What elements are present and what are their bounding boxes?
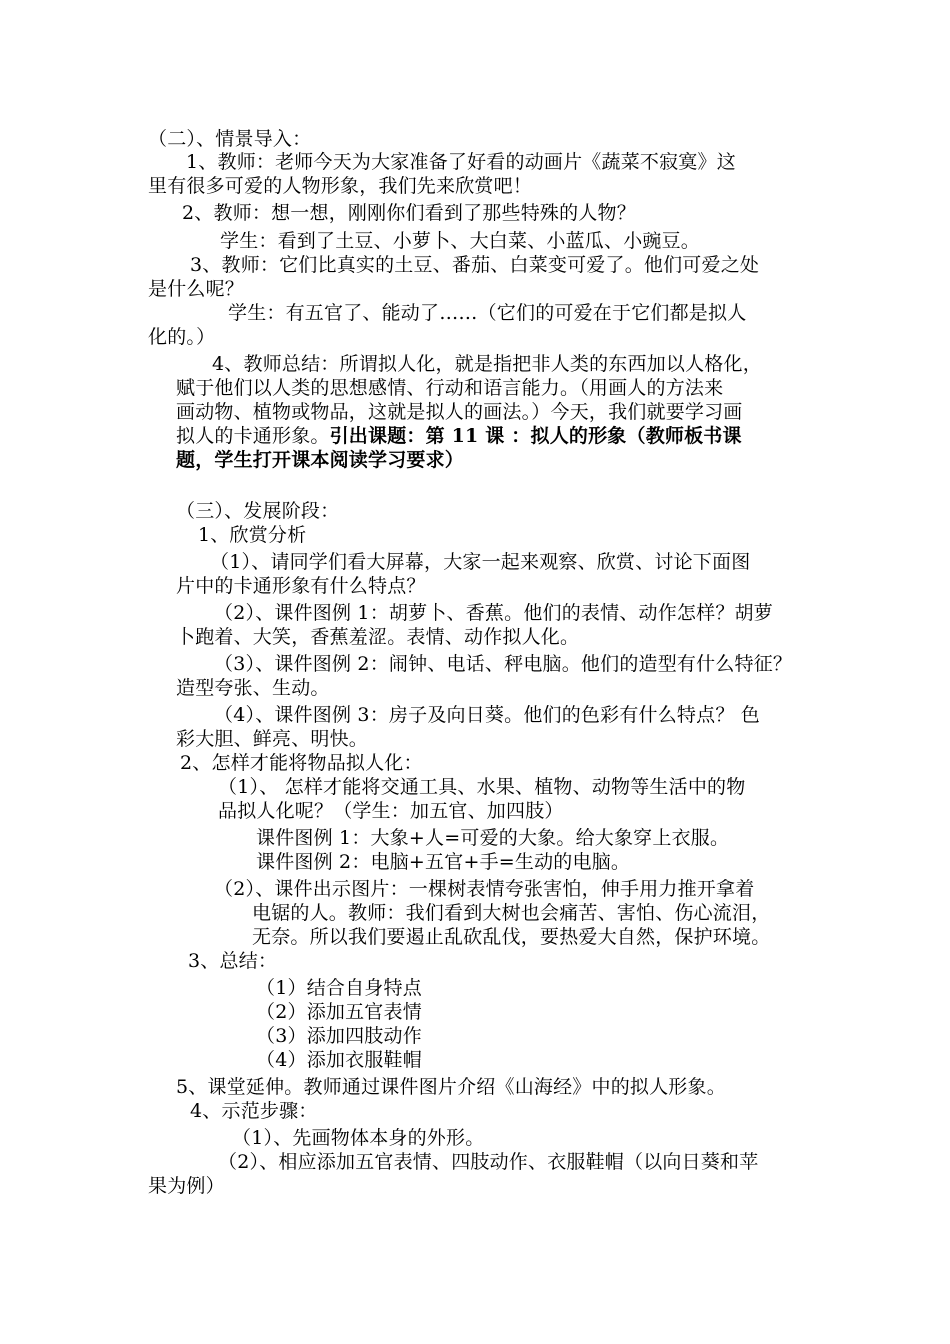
paragraph-line: 化的。） xyxy=(148,326,216,348)
paragraph-line: 学生：有五官了、能动了……（它们的可爱在于它们都是拟人 xyxy=(228,302,747,324)
paragraph-line: （2）、相应添加五官表情、四肢动作、衣服鞋帽（以向日葵和苹 xyxy=(218,1151,759,1173)
paragraph-line: 1、教师：老师今天为大家准备了好看的动画片《蔬菜不寂寞》这 xyxy=(186,151,736,173)
section-heading-development: （三）、发展阶段： xyxy=(176,500,340,522)
paragraph-text: 拟人的卡通形象。 xyxy=(176,425,330,447)
section-heading-scenario: （二）、情景导入： xyxy=(148,128,312,150)
paragraph-line: 彩大胆、鲜亮、明快。 xyxy=(176,728,369,750)
paragraph-line xyxy=(176,424,742,448)
paragraph-line: 课件图例 2：电脑+五官+手=生动的电脑。 xyxy=(256,851,631,873)
paragraph-line: 品拟人化呢？（学生：加五官、加四肢） xyxy=(218,800,564,822)
paragraph-line: 造型夸张、生动。 xyxy=(176,677,330,699)
paragraph-line: （2）、课件出示图片：一棵树表情夸张害怕，伸手用力推开拿着 xyxy=(214,878,755,900)
paragraph-line: 学生：看到了土豆、小萝卜、大白菜、小蓝瓜、小豌豆。 xyxy=(220,230,701,252)
list-item: （4）添加衣服鞋帽 xyxy=(256,1049,422,1071)
paragraph-line: 课件图例 1：大象+人=可爱的大象。给大象穿上衣服。 xyxy=(256,827,730,849)
list-item: （2）添加五官表情 xyxy=(256,1001,422,1023)
paragraph-line: 4、教师总结：所谓拟人化，就是指把非人类的东西加以人格化， xyxy=(212,353,762,375)
paragraph-line: （2）、课件图例 1：胡萝卜、香蕉。他们的表情、动作怎样？胡萝 xyxy=(214,602,773,624)
paragraph-line: 5、课堂延伸。教师通过课件图片介绍《山海经》中的拟人形象。 xyxy=(176,1076,726,1098)
list-item: （3）添加四肢动作 xyxy=(256,1025,422,1047)
subheading: 2、怎样才能将物品拟人化： xyxy=(180,752,423,774)
paragraph-line: 3、教师：它们比真实的土豆、番茄、白菜变可爱了。他们可爱之处 xyxy=(190,254,760,276)
paragraph-line: 是什么呢？ xyxy=(148,278,245,300)
paragraph-line: 2、教师：想一想，刚刚你们看到了那些特殊的人物？ xyxy=(182,202,636,224)
paragraph-line: 无奈。所以我们要遏止乱砍乱伐，要热爱大自然，保护环境。 xyxy=(252,926,771,948)
paragraph-line: （1）、 怎样才能将交通工具、水果、植物、动物等生活中的物 xyxy=(218,776,746,798)
paragraph-line: 卜跑着、大笑，香蕉羞涩。表情、动作拟人化。 xyxy=(176,626,580,648)
subheading: 4、示范步骤： xyxy=(190,1100,318,1122)
paragraph-line: 电锯的人。教师：我们看到大树也会痛苦、害怕、伤心流泪， xyxy=(252,902,771,924)
paragraph-line: 画动物、植物或物品，这就是拟人的画法。）今天，我们就要学习画 xyxy=(176,401,743,423)
paragraph-line: （3）、课件图例 2：闹钟、电话、秤电脑。他们的造型有什么特征？ xyxy=(214,653,793,675)
lesson-title-bold-continued: 题，学生打开课本阅读学习要求） xyxy=(176,449,465,471)
lesson-title-bold: 引出课题：第 11 课 ：拟人的形象（教师板书课 xyxy=(329,425,742,447)
paragraph-line: 赋于他们以人类的思想感情、行动和语言能力。（用画人的方法来 xyxy=(176,377,724,399)
paragraph-line: 片中的卡通形象有什么特点？ xyxy=(176,575,426,597)
paragraph-line: （1）、先画物体本身的外形。 xyxy=(232,1127,485,1149)
subheading: 3、总结： xyxy=(188,950,278,972)
paragraph-line: 里有很多可爱的人物形象，我们先来欣赏吧！ xyxy=(148,175,533,197)
list-item: （1）结合自身特点 xyxy=(256,977,422,999)
paragraph-line: （1）、请同学们看大屏幕，大家一起来观察、欣赏、讨论下面图 xyxy=(210,551,751,573)
subheading: 1、欣赏分析 xyxy=(198,524,307,546)
paragraph-line: （4）、课件图例 3：房子及向日葵。他们的色彩有什么特点？ 色 xyxy=(214,704,760,726)
paragraph-line: 果为例） xyxy=(148,1175,225,1197)
